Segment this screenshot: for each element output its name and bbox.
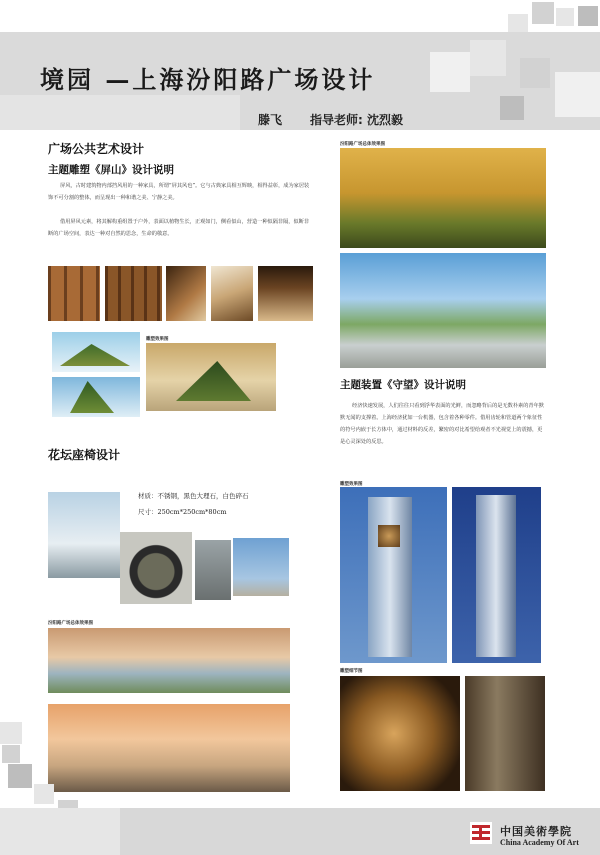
device-render-side [452, 487, 541, 663]
deco-square [578, 6, 598, 26]
deco-square [8, 764, 32, 788]
deco-square [0, 808, 120, 855]
device-paragraph: 经济快速发展，人们往往只看到浮华表面的光鲜，而忽略背后的是无数朴素的青年默默无闻的支撑着。上海经济犹如一台机器，包含着各种零件。借用齿轮和管道两个象征性的符号内嵌于长方体中，通过材料的反差，繁密的对比希望给观者不光视觉上的震撼，更是心灵深处的反思。 [340, 403, 544, 445]
device-heading: 主题装置《守望》设计说明 [340, 379, 466, 391]
page-title: 境园 —上海汾阳路广场设计 [40, 65, 376, 94]
screen-detail-photo [258, 266, 313, 321]
deco-square [555, 72, 600, 117]
deco-square [430, 52, 470, 92]
plaza-caption: 汾阳路广场总体效果图 [48, 621, 93, 626]
bamboo-render [340, 148, 546, 248]
pipe-detail-render [465, 676, 545, 791]
bench-render-sky [233, 538, 289, 596]
section-heading-bench: 花坛座椅设计 [48, 448, 121, 462]
author-name: 滕飞 [258, 113, 283, 127]
sculpture-render-front [52, 377, 140, 417]
deco-square [556, 8, 574, 26]
deco-square [0, 722, 22, 744]
deco-square [34, 784, 54, 804]
academy-name-cn: 中国美術學院 [500, 825, 572, 838]
advisor-name: 指导老师: 沈烈毅 [310, 113, 403, 127]
sculpture-render-side [52, 332, 140, 372]
device-effect-caption: 雕塑效果图 [340, 482, 363, 487]
bench-render-tree [48, 492, 120, 578]
device-detail-caption: 雕塑细节图 [340, 669, 363, 674]
deco-square [520, 58, 550, 88]
bench-render-detail [195, 540, 231, 600]
sculpture-paragraph-2: 借用屏风元素，将其解构重组置于户外，表面以植物生长，正观如门，侧看似山，营造一种似隔非隔，似断非断的广场空间，表达一种对自然的思念，生命的敬意。 [48, 219, 310, 237]
sculpture-effect-render [146, 343, 276, 411]
material-spec: 材质：不锈钢，黑色大理石，白色碎石 [138, 492, 249, 500]
deco-band [0, 95, 240, 130]
interior-photo [166, 266, 206, 321]
interior-photo [211, 266, 253, 321]
gear-detail-render [340, 676, 460, 791]
folding-screen-photo [48, 266, 100, 321]
academy-logo-icon [470, 822, 492, 844]
plaza-render-dusk [48, 628, 290, 693]
deco-square [508, 14, 528, 34]
plaza-overview-render [340, 253, 546, 368]
device-render-front [340, 487, 447, 663]
deco-square [500, 96, 524, 120]
section-heading-art: 广场公共艺术设计 [48, 142, 145, 156]
academy-name-en: China Academy Of Art [500, 838, 579, 847]
folding-screen-photo [105, 266, 162, 321]
deco-square [532, 2, 554, 24]
plaza-overview-caption: 汾阳路广场总体效果图 [340, 142, 385, 147]
sculpture-paragraph-1: 屏风，古时建筑物内部挡风用的一种家具，所谓“屏其风也”。它与古典家具相互辉映，相得益彰，成为家居装饰不可分割的整体，而呈现出一种和谐之美、宁静之美。 [48, 183, 310, 201]
sculpture-effect-caption: 雕塑效果图 [146, 337, 169, 342]
sculpture-heading: 主题雕塑《屏山》设计说明 [48, 164, 174, 176]
size-spec: 尺寸：250cm*250cm*80cm [138, 508, 227, 516]
bench-render-top [120, 532, 192, 604]
deco-square [470, 40, 506, 76]
deco-square [2, 745, 20, 763]
plaza-render-sunset [48, 704, 290, 792]
